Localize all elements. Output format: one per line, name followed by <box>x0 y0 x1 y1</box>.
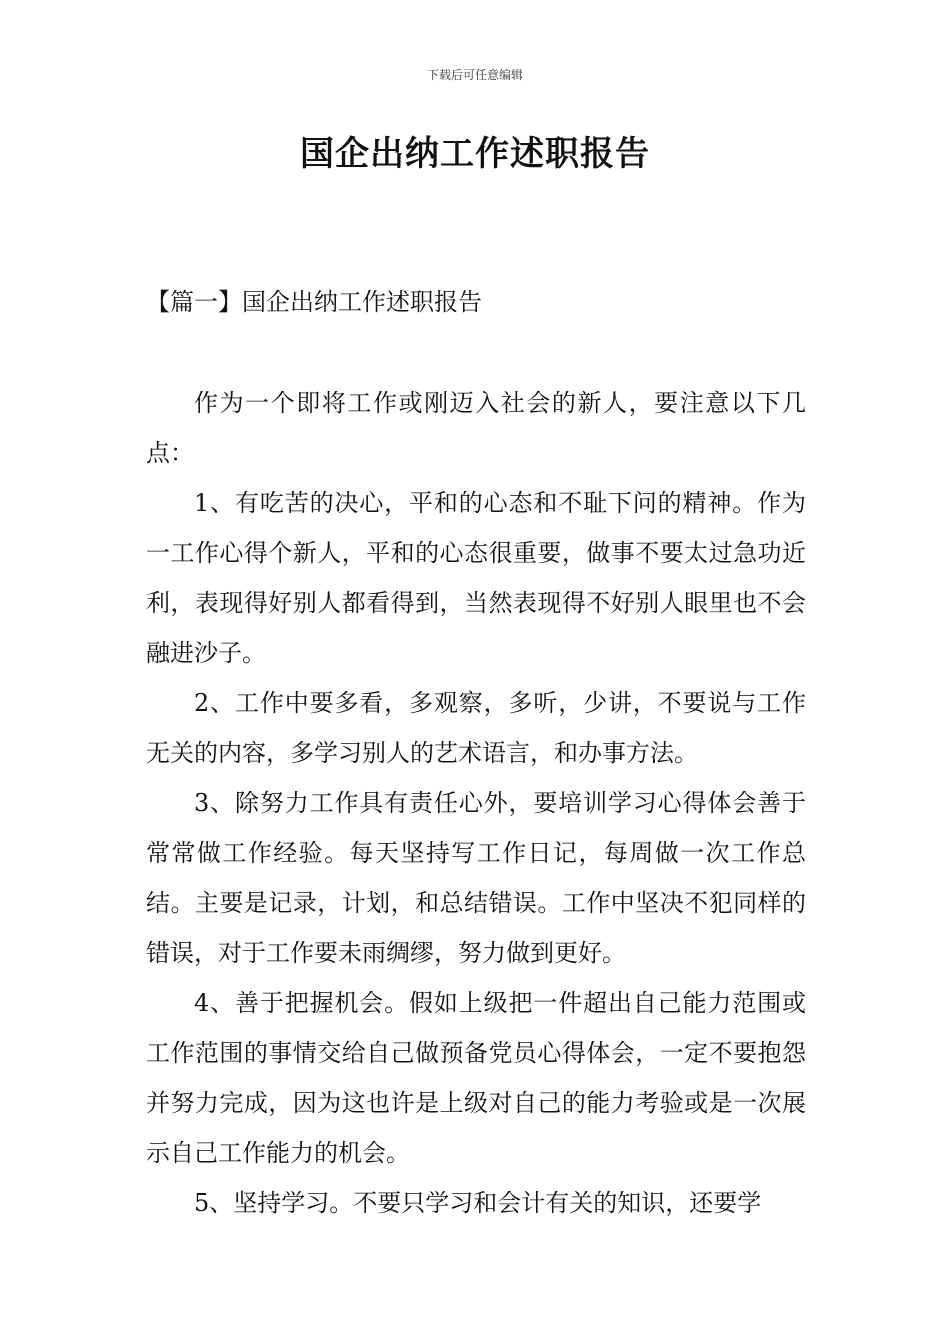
paragraph-point-4: 4、善于把握机会。假如上级把一件超出自己能力范围或工作范围的事情交给自己做预备党员心得体会，一定不要抱怨并努力完成，因为这也许是上级对自己的能力考验或是一次展示自己工作能力的机会。 <box>146 989 806 1167</box>
paragraph-point-1: 1、有吃苦的决心，平和的心态和不耻下问的精神。作为一工作心得个新人，平和的心态很重要，做事不要太过急功近利，表现得好别人都看得到，当然表现得不好别人眼里也不会融进沙子。 <box>146 489 806 667</box>
document-title: 国企出纳工作述职报告 <box>300 134 650 174</box>
body-text <box>146 378 806 1228</box>
header-note: 下载后可任意编辑 <box>426 68 523 82</box>
paragraph-point-3: 3、除努力工作具有责任心外，要培训学习心得体会善于常常做工作经验。每天坚持写工作日记，每周做一次工作总结。主要是记录，计划，和总结错误。工作中坚决不犯同样的错误，对于工作要未雨绸缪，努力做到更好。 <box>146 789 806 967</box>
section-heading: 【篇一】国企出纳工作述职报告 <box>146 288 482 316</box>
paragraph-point-2: 2、工作中要多看，多观察，多听，少讲，不要说与工作无关的内容，多学习别人的艺术语言，和办事方法。 <box>146 689 806 767</box>
paragraph-intro: 作为一个即将工作或刚迈入社会的新人，要注意以下几点： <box>146 389 806 467</box>
paragraph-point-5: 5、坚持学习。不要只学习和会计有关的知识，还要学 <box>194 1189 762 1217</box>
